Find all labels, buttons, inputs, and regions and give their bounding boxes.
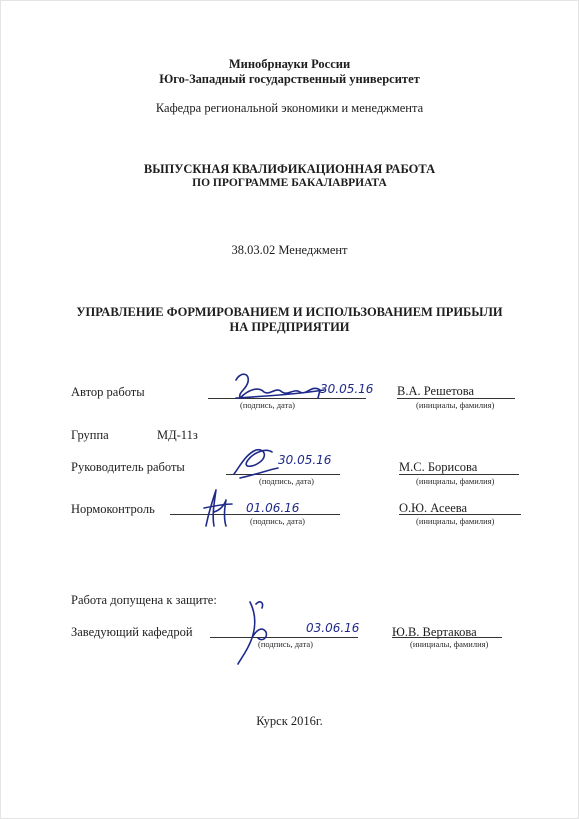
- university-name: Юго-Западный государственный университет: [159, 72, 420, 86]
- author-name-caption: (инициалы, фамилия): [416, 400, 495, 410]
- normcontrol-date: 01.06.16: [246, 501, 300, 515]
- head-name: Ю.В. Вертакова: [392, 625, 477, 639]
- supervisor-name-line: [399, 474, 519, 475]
- ministry-name: Минобрнауки России: [228, 57, 351, 71]
- specialty: 38.03.02 Менеджмент: [231, 243, 348, 257]
- supervisor-date: 30.05.16: [278, 453, 332, 467]
- author-sign-caption: (подпись, дата): [240, 400, 296, 410]
- author-label: Автор работы: [71, 385, 145, 399]
- work-type-line2: ПО ПРОГРАММЕ БАКАЛАВРИАТА: [192, 177, 387, 189]
- normcontrol-label: Нормоконтроль: [71, 502, 155, 516]
- supervisor-name-caption: (инициалы, фамилия): [416, 476, 495, 486]
- city-year: Курск 2016г.: [256, 714, 323, 728]
- normcontrol-name-line: [399, 514, 521, 515]
- supervisor-name: М.С. Борисова: [399, 460, 478, 474]
- thesis-title-line2: НА ПРЕДПРИЯТИИ: [229, 320, 350, 334]
- author-name: В.А. Решетова: [397, 384, 475, 398]
- author-date: 30.05.16: [320, 382, 374, 396]
- author-signature: [228, 368, 378, 410]
- supervisor-signature: [228, 440, 368, 484]
- admission-label: Работа допущена к защите:: [71, 593, 217, 607]
- normcontrol-sign-caption: (подпись, дата): [250, 516, 306, 526]
- head-label: Заведующий кафедрой: [71, 625, 193, 639]
- thesis-title-line1: УПРАВЛЕНИЕ ФОРМИРОВАНИЕМ И ИСПОЛЬЗОВАНИЕМ ПРИБЫЛИ: [76, 305, 503, 319]
- head-date: 03.06.16: [306, 621, 360, 635]
- group-value: МД-11з: [157, 428, 198, 442]
- department-name: Кафедра региональной экономики и менеджмента: [155, 101, 424, 115]
- group-label: Группа: [71, 428, 109, 442]
- supervisor-label: Руководитель работы: [71, 460, 185, 474]
- supervisor-sign-caption: (подпись, дата): [259, 476, 315, 486]
- work-type-line1: ВЫПУСКНАЯ КВАЛИФИКАЦИОННАЯ РАБОТА: [143, 162, 436, 176]
- head-sign-caption: (подпись, дата): [258, 639, 314, 649]
- normcontrol-name: О.Ю. Асеева: [399, 501, 468, 515]
- head-signature: [226, 594, 376, 666]
- head-name-line: [392, 637, 502, 638]
- head-name-caption: (инициалы, фамилия): [410, 639, 489, 649]
- normcontrol-signature: [196, 482, 336, 530]
- author-name-line: [397, 398, 515, 399]
- normcontrol-name-caption: (инициалы, фамилия): [416, 516, 495, 526]
